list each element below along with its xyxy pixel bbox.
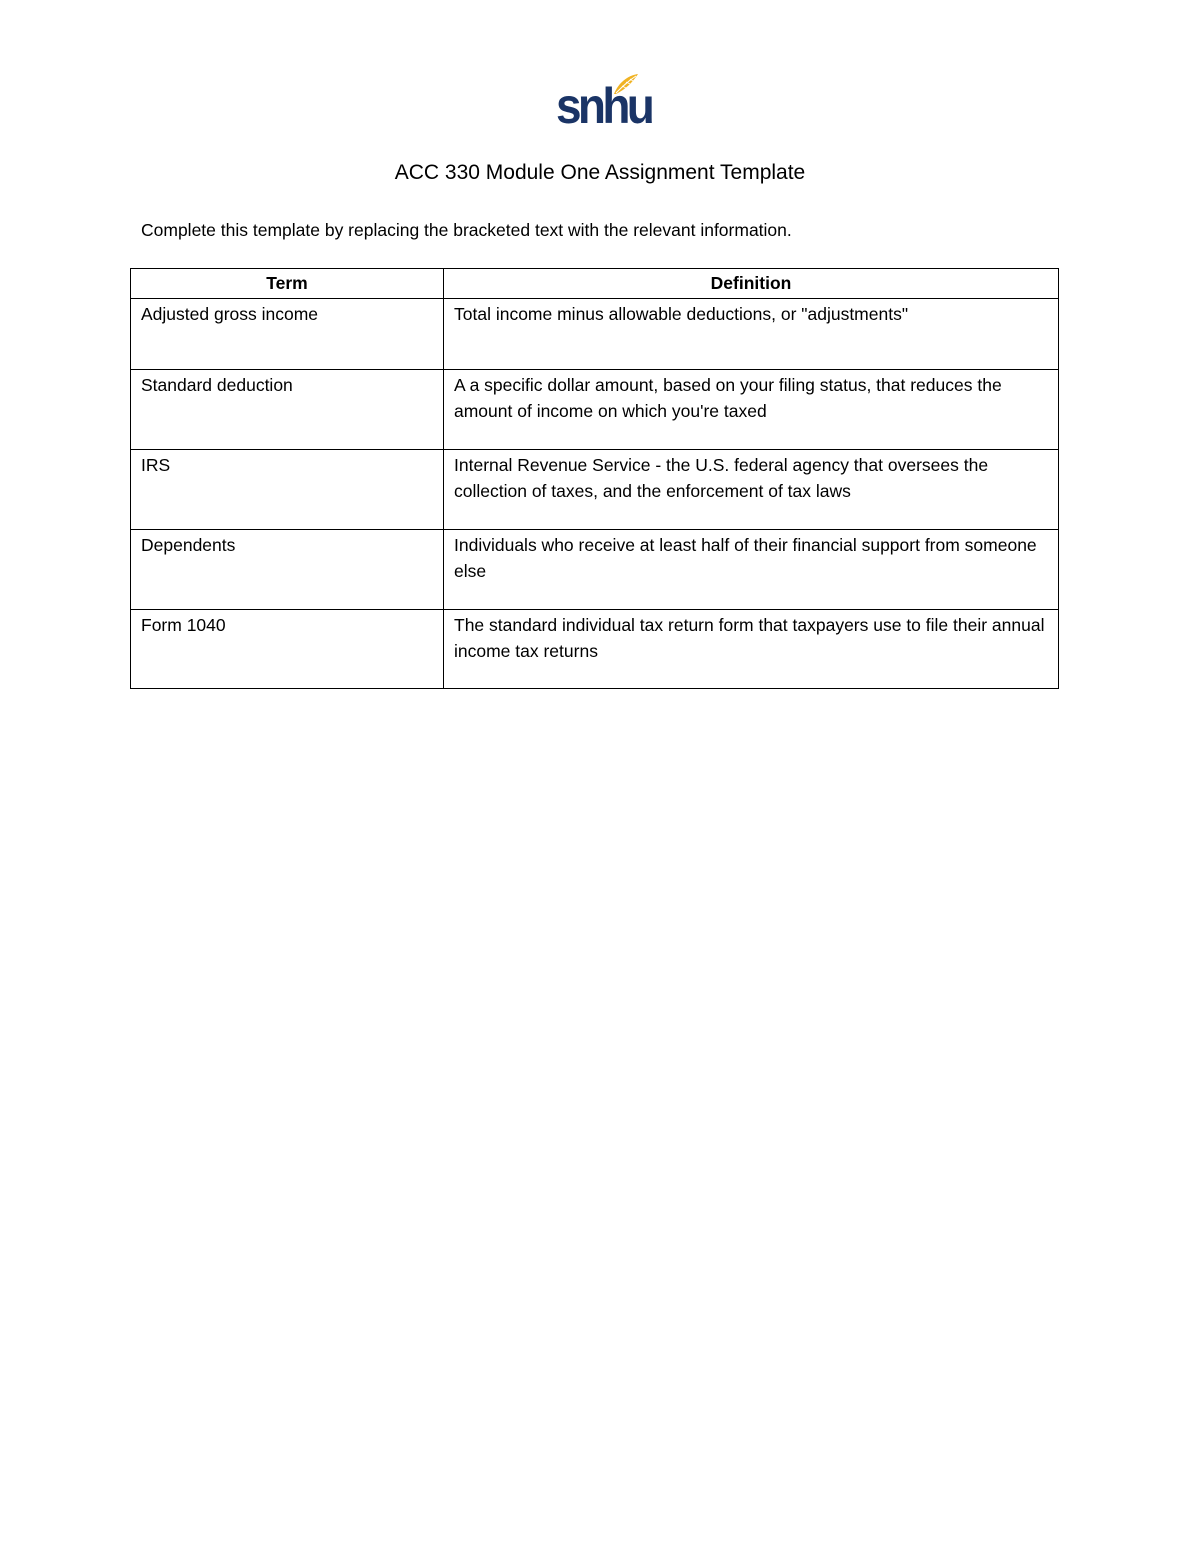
table-row: [131, 529, 1059, 609]
term-cell: Form 1040: [131, 609, 444, 688]
snhu-logo: [548, 68, 652, 136]
table-row: [131, 449, 1059, 529]
term-column-header: Term: [131, 269, 444, 299]
page-title: ACC 330 Module One Assignment Template: [394, 161, 806, 184]
term-cell: Dependents: [131, 529, 444, 609]
term-cell: Adjusted gross income: [131, 298, 444, 369]
definition-cell: Internal Revenue Service - the U.S. federal agency that oversees the collection of taxes, and the enforcement of tax laws: [444, 449, 1059, 529]
logo-wordmark: snhu: [556, 78, 652, 134]
definition-cell: A a specific dollar amount, based on your filing status, that reduces the amount of income on which you're taxed: [444, 369, 1059, 449]
definition-cell: The standard individual tax return form that taxpayers use to file their annual income tax returns: [444, 609, 1059, 688]
table-row: [131, 369, 1059, 449]
instruction-text: Complete this template by replacing the bracketed text with the relevant information.: [141, 220, 792, 240]
table-row: [131, 298, 1059, 369]
table-header-row: [131, 269, 1059, 299]
term-cell: IRS: [131, 449, 444, 529]
terms-table: [130, 268, 1059, 689]
definition-cell: Total income minus allowable deductions, or "adjustments": [444, 298, 1059, 369]
definition-column-header: Definition: [444, 269, 1059, 299]
term-cell: Standard deduction: [131, 369, 444, 449]
table-row: [131, 609, 1059, 688]
definition-cell: Individuals who receive at least half of their financial support from someone else: [444, 529, 1059, 609]
